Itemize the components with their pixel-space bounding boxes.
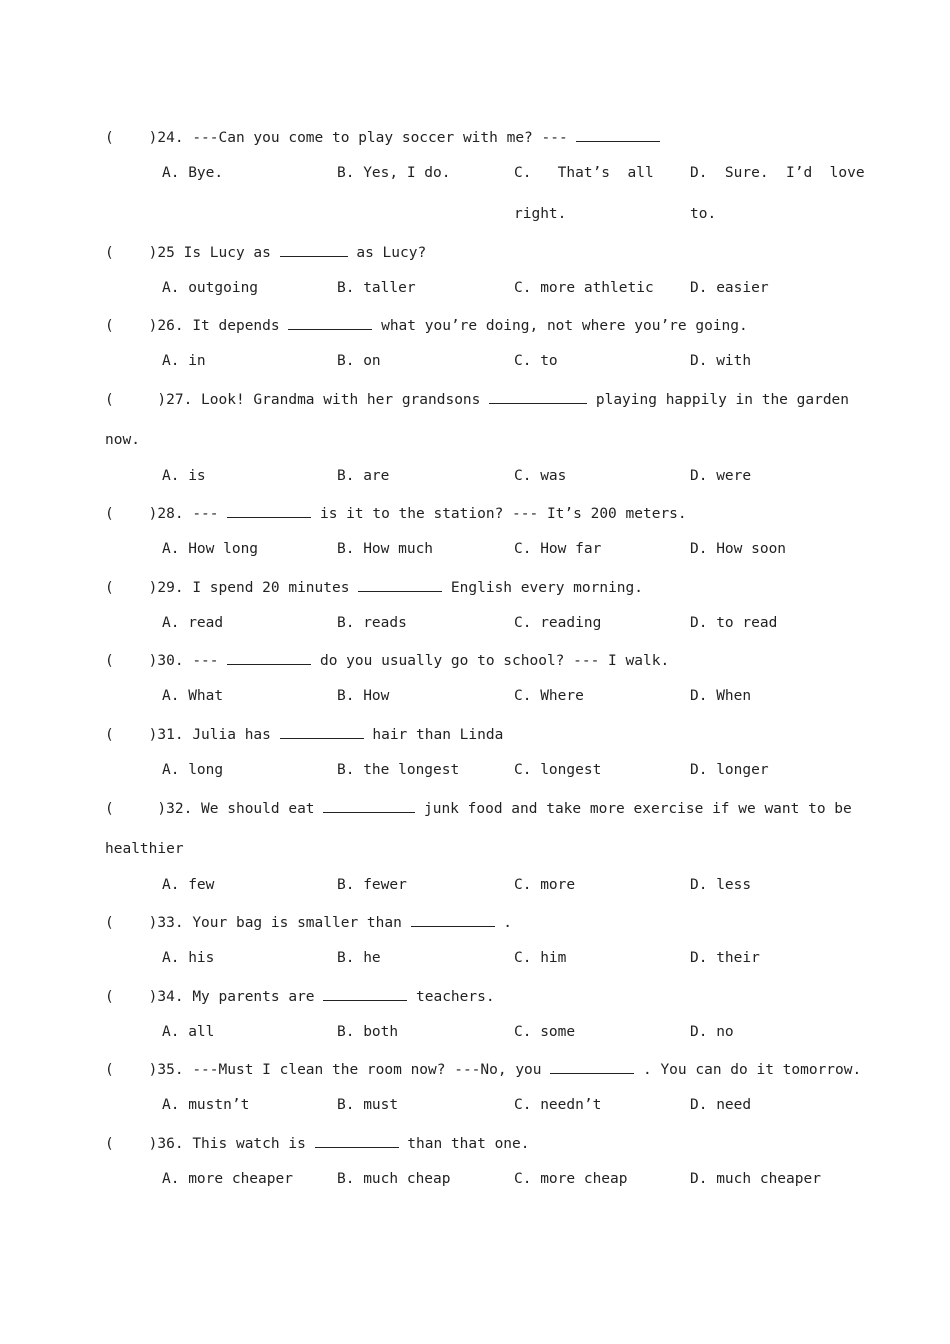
answer-blank[interactable] (227, 503, 311, 518)
answer-blank[interactable] (323, 798, 415, 813)
option-d[interactable]: D. much cheaper (690, 1171, 821, 1187)
option-b[interactable]: B. taller (337, 280, 416, 296)
option-d[interactable]: D. Sure. I’d love (690, 165, 865, 181)
answer-blank[interactable] (489, 389, 587, 404)
answer-blank[interactable] (411, 912, 495, 927)
option-a[interactable]: A. What (162, 688, 224, 704)
option-c[interactable]: C. to (514, 353, 558, 369)
option-b[interactable]: B. much cheap (337, 1171, 451, 1187)
option-a[interactable]: A. few (162, 877, 215, 893)
answer-blank[interactable] (280, 242, 348, 257)
answer-blank[interactable] (576, 127, 660, 142)
question-24: ( )24. ---Can you come to play soccer with me? --- (105, 127, 660, 148)
option-c[interactable]: C. more athletic (514, 280, 654, 296)
option-d[interactable]: D. less (690, 877, 752, 893)
option-c[interactable]: C. was (514, 468, 567, 484)
option-d[interactable]: D. When (690, 688, 752, 704)
option-d[interactable]: D. How soon (690, 541, 787, 557)
option-d-cont: to. (690, 206, 717, 222)
option-a[interactable]: A. all (162, 1024, 215, 1040)
question-27: ( )27. Look! Grandma with her grandsons playing happily in the garden (105, 389, 849, 410)
option-d[interactable]: D. to read (690, 615, 778, 631)
question-33: ( )33. Your bag is smaller than . (105, 912, 512, 933)
question-26: ( )26. It depends what you’re doing, not where you’re going. (105, 315, 748, 336)
answer-blank[interactable] (358, 577, 442, 592)
answer-blank[interactable] (288, 315, 372, 330)
option-b[interactable]: B. How much (337, 541, 434, 557)
question-35: ( )35. ---Must I clean the room now? ---No, you . You can do it tomorrow. (105, 1059, 861, 1080)
option-c[interactable]: C. needn’t (514, 1097, 602, 1113)
option-a[interactable]: A. in (162, 353, 206, 369)
option-d[interactable]: D. their (690, 950, 760, 966)
option-a[interactable]: A. read (162, 615, 224, 631)
answer-blank[interactable] (315, 1133, 399, 1148)
option-a[interactable]: A. long (162, 762, 224, 778)
question-28: ( )28. --- is it to the station? --- It’s 200 meters. (105, 503, 687, 524)
option-c[interactable]: C. him (514, 950, 567, 966)
option-c[interactable]: C. longest (514, 762, 602, 778)
option-b[interactable]: B. both (337, 1024, 399, 1040)
option-a[interactable]: A. How long (162, 541, 259, 557)
option-b[interactable]: B. are (337, 468, 390, 484)
option-d[interactable]: D. easier (690, 280, 769, 296)
question-29: ( )29. I spend 20 minutes English every morning. (105, 577, 643, 598)
option-c[interactable]: C. How far (514, 541, 602, 557)
option-b[interactable]: B. Yes, I do. (337, 165, 451, 181)
option-a[interactable]: A. mustn’t (162, 1097, 250, 1113)
question-25: ( )25 Is Lucy as as Lucy? (105, 242, 426, 263)
question-32: ( )32. We should eat junk food and take more exercise if we want to be (105, 798, 852, 819)
option-b[interactable]: B. fewer (337, 877, 407, 893)
option-c[interactable]: C. more cheap (514, 1171, 628, 1187)
option-b[interactable]: B. he (337, 950, 381, 966)
option-c-cont: right. (514, 206, 567, 222)
option-c[interactable]: C. reading (514, 615, 602, 631)
option-c[interactable]: C. That’s all (514, 165, 654, 181)
option-a[interactable]: A. more cheaper (162, 1171, 293, 1187)
option-b[interactable]: B. must (337, 1097, 399, 1113)
option-c[interactable]: C. Where (514, 688, 584, 704)
option-a[interactable]: A. Bye. (162, 165, 224, 181)
option-a[interactable]: A. outgoing (162, 280, 259, 296)
option-c[interactable]: C. some (514, 1024, 576, 1040)
option-d[interactable]: D. no (690, 1024, 734, 1040)
option-d[interactable]: D. with (690, 353, 752, 369)
option-b[interactable]: B. on (337, 353, 381, 369)
option-c[interactable]: C. more (514, 877, 576, 893)
option-d[interactable]: D. need (690, 1097, 752, 1113)
option-d[interactable]: D. longer (690, 762, 769, 778)
option-d[interactable]: D. were (690, 468, 752, 484)
option-b[interactable]: B. the longest (337, 762, 460, 778)
question-32-cont: healthier (105, 841, 184, 857)
answer-blank[interactable] (280, 724, 364, 739)
answer-blank[interactable] (550, 1059, 634, 1074)
option-b[interactable]: B. reads (337, 615, 407, 631)
option-a[interactable]: A. is (162, 468, 206, 484)
answer-blank[interactable] (323, 986, 407, 1001)
question-34: ( )34. My parents are teachers. (105, 986, 495, 1007)
question-30: ( )30. --- do you usually go to school? --- I walk. (105, 650, 669, 671)
question-27-cont: now. (105, 432, 140, 448)
question-31: ( )31. Julia has hair than Linda (105, 724, 503, 745)
question-36: ( )36. This watch is than that one. (105, 1133, 530, 1154)
answer-blank[interactable] (227, 650, 311, 665)
option-a[interactable]: A. his (162, 950, 215, 966)
option-b[interactable]: B. How (337, 688, 390, 704)
